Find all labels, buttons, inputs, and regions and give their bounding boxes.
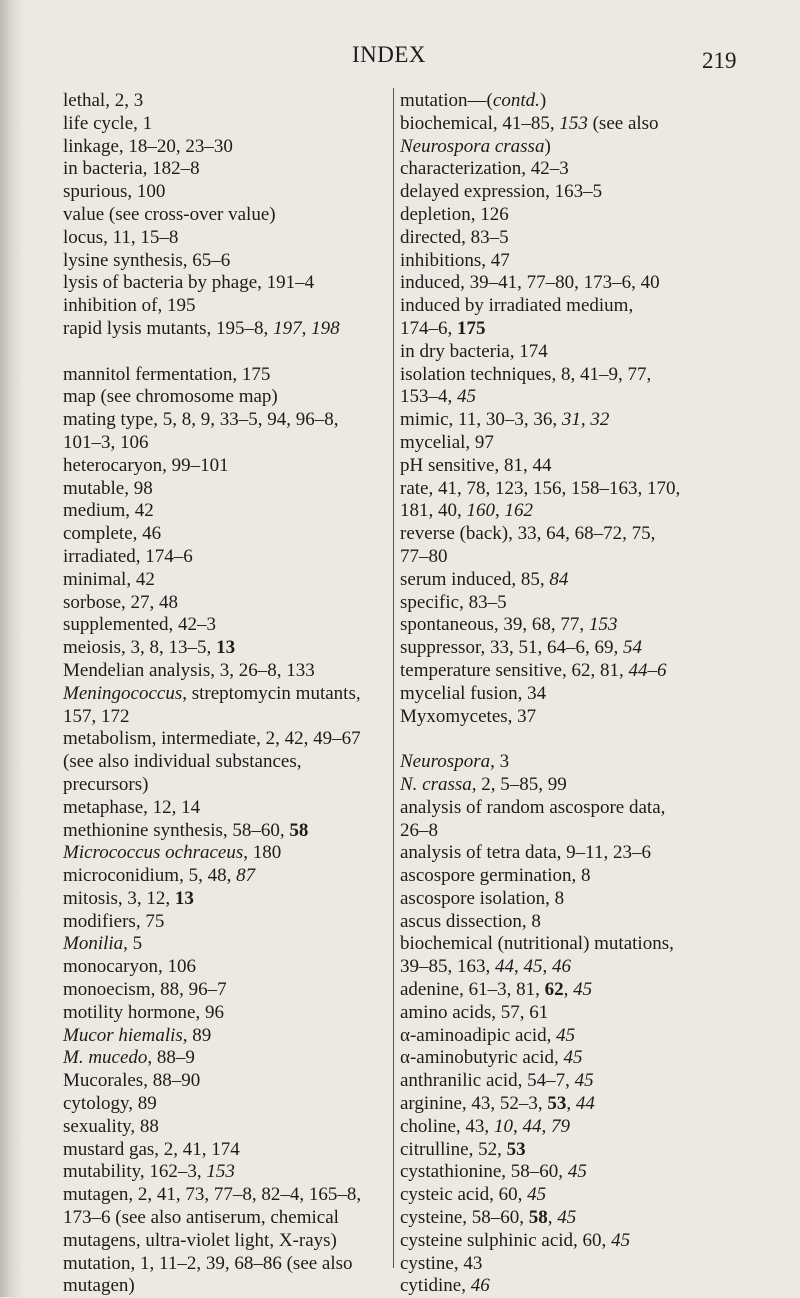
index-entry: ascospore germination, 8 [400,865,591,887]
index-section-gap [63,341,385,364]
index-entry: α-aminoadipic acid, 45 [400,1024,576,1046]
index-entry: Myxomycetes, 37 [400,705,537,727]
index-entry: (see also individual substances, [63,751,302,773]
index-entry: modifiers, 75 [63,910,165,932]
index-entry: arginine, 43, 52–3, 53, 44 [400,1093,595,1115]
index-entry: in dry bacteria, 174 [400,340,548,362]
index-entry: 26–8 [400,819,438,841]
index-entry: cysteic acid, 60, 45 [400,1184,547,1206]
index-entry: serum induced, 85, 84 [400,568,569,590]
index-entry: mutability, 162–3, 153 [63,1161,235,1183]
index-entry: heterocaryon, 99–101 [63,454,229,476]
index-entry: characterization, 42–3 [400,158,569,180]
index-entry: life cycle, 1 [63,112,153,134]
index-column-right [400,90,746,1298]
page-spine-shadow [0,0,24,1297]
index-entry: Neurospora crassa) [400,135,551,157]
index-entry: cystine, 43 [400,1252,483,1274]
index-entry: mimic, 11, 30–3, 36, 31, 32 [400,409,610,431]
index-entry: cystathionine, 58–60, 45 [400,1161,587,1183]
index-entry: locus, 11, 15–8 [63,226,179,248]
index-entry: pH sensitive, 81, 44 [400,454,552,476]
index-entry: mitosis, 3, 12, 13 [63,887,194,909]
index-entry: choline, 43, 10, 44, 79 [400,1115,570,1137]
index-entry: Neurospora, 3 [400,751,510,773]
index-entry: Micrococcus ochraceus, 180 [63,842,282,864]
page-header [0,40,800,76]
index-entry: adenine, 61–3, 81, 62, 45 [400,979,593,1001]
index-entry: microconidium, 5, 48, 87 [63,865,256,887]
index-entry: rate, 41, 78, 123, 156, 158–163, 170, [400,477,681,499]
index-entry: complete, 46 [63,523,162,545]
index-entry: Mendelian analysis, 3, 26–8, 133 [63,659,315,681]
index-entry: directed, 83–5 [400,226,509,248]
index-entry: analysis of tetra data, 9–11, 23–6 [400,842,651,864]
index-column-left [63,90,385,1298]
index-entry: mutagen, 2, 41, 73, 77–8, 82–4, 165–8, [63,1184,362,1206]
index-entry: Monilia, 5 [63,933,143,955]
index-entry: methionine synthesis, 58–60, 58 [63,819,309,841]
index-entry: Meningococcus, streptomycin mutants, [63,682,361,704]
page-number: 219 [702,48,737,73]
index-entry: 77–80 [400,545,448,567]
index-entry: specific, 83–5 [400,591,507,613]
index-entry: mutable, 98 [63,477,153,499]
index-entry: motility hormone, 96 [63,1001,224,1023]
index-entry: 39–85, 163, 44, 45, 46 [400,956,571,978]
index-entry: depletion, 126 [400,203,509,225]
index-entry: minimal, 42 [63,568,155,590]
index-entry: ascospore isolation, 8 [400,887,565,909]
index-entry: 101–3, 106 [63,431,149,453]
index-entry: cytidine, 46 [400,1275,490,1297]
index-entry: isolation techniques, 8, 41–9, 77, [400,363,652,385]
index-entry: metabolism, intermediate, 2, 42, 49–67 [63,728,361,750]
index-entry: mycelial fusion, 34 [400,682,547,704]
index-entry: 153–4, 45 [400,386,476,408]
index-entry: induced, 39–41, 77–80, 173–6, 40 [400,272,660,294]
index-entry: anthranilic acid, 54–7, 45 [400,1070,594,1092]
index-entry: cytology, 89 [63,1093,157,1115]
index-entry: spontaneous, 39, 68, 77, 153 [400,614,618,636]
index-entry: delayed expression, 163–5 [400,181,603,203]
index-entry: mycelial, 97 [400,431,494,453]
index-entry: mannitol fermentation, 175 [63,363,271,385]
index-entry: sexuality, 88 [63,1115,159,1137]
index-entry: monocaryon, 106 [63,956,196,978]
index-entry: biochemical, 41–85, 153 (see also [400,112,659,134]
index-entry: monoecism, 88, 96–7 [63,979,227,1001]
index-entry: medium, 42 [63,500,154,522]
index-entry: 181, 40, 160, 162 [400,500,533,522]
column-divider [393,88,394,1268]
index-entry: 157, 172 [63,705,130,727]
index-entry: spurious, 100 [63,181,166,203]
index-entry: metaphase, 12, 14 [63,796,201,818]
index-entry: value (see cross-over value) [63,203,276,225]
index-entry: sorbose, 27, 48 [63,591,179,613]
index-entry: induced by irradiated medium, [400,295,634,317]
index-entry: cysteine sulphinic acid, 60, 45 [400,1229,631,1251]
index-entry: lysis of bacteria by phage, 191–4 [63,272,315,294]
index-entry: lysine synthesis, 65–6 [63,249,231,271]
index-entry: suppressor, 33, 51, 64–6, 69, 54 [400,637,643,659]
index-entry: biochemical (nutritional) mutations, [400,933,674,955]
index-entry: map (see chromosome map) [63,386,278,408]
index-entry: in bacteria, 182–8 [63,158,200,180]
index-entry: meiosis, 3, 8, 13–5, 13 [63,637,236,659]
running-head: INDEX [352,42,427,67]
index-entry: supplemented, 42–3 [63,614,217,636]
index-entry: α-aminobutyric acid, 45 [400,1047,583,1069]
index-entry: precursors) [63,773,149,795]
index-entry: Mucor hiemalis, 89 [63,1024,212,1046]
index-entry: inhibitions, 47 [400,249,510,271]
index-entry: Mucorales, 88–90 [63,1070,201,1092]
index-entry: 174–6, 175 [400,317,486,339]
index-entry: lethal, 2, 3 [63,90,144,111]
index-entry: irradiated, 174–6 [63,545,193,567]
index-entry: linkage, 18–20, 23–30 [63,135,233,157]
index-entry: reverse (back), 33, 64, 68–72, 75, [400,523,656,545]
index-entry: mutation, 1, 11–2, 39, 68–86 (see also [63,1252,353,1274]
index-entry: mustard gas, 2, 41, 174 [63,1138,240,1160]
index-entry: mutagen) [63,1275,135,1297]
index-entry: temperature sensitive, 62, 81, 44–6 [400,659,667,681]
index-entry: ascus dissection, 8 [400,910,541,932]
index-entry: amino acids, 57, 61 [400,1001,549,1023]
index-entry: inhibition of, 195 [63,295,196,317]
index-entry: rapid lysis mutants, 195–8, 197, 198 [63,317,340,339]
index-entry: M. mucedo, 88–9 [63,1047,195,1069]
index-entry: mating type, 5, 8, 9, 33–5, 94, 96–8, [63,409,339,431]
index-entry: N. crassa, 2, 5–85, 99 [400,773,567,795]
index-entry: mutagens, ultra-violet light, X-rays) [63,1229,337,1251]
index-entry: cysteine, 58–60, 58, 45 [400,1207,577,1229]
index-entry: 173–6 (see also antiserum, chemical [63,1207,339,1229]
index-entry: analysis of random ascospore data, [400,796,666,818]
index-section-gap [400,728,746,751]
index-entry: mutation—(contd.) [400,90,547,111]
index-entry: citrulline, 52, 53 [400,1138,526,1160]
